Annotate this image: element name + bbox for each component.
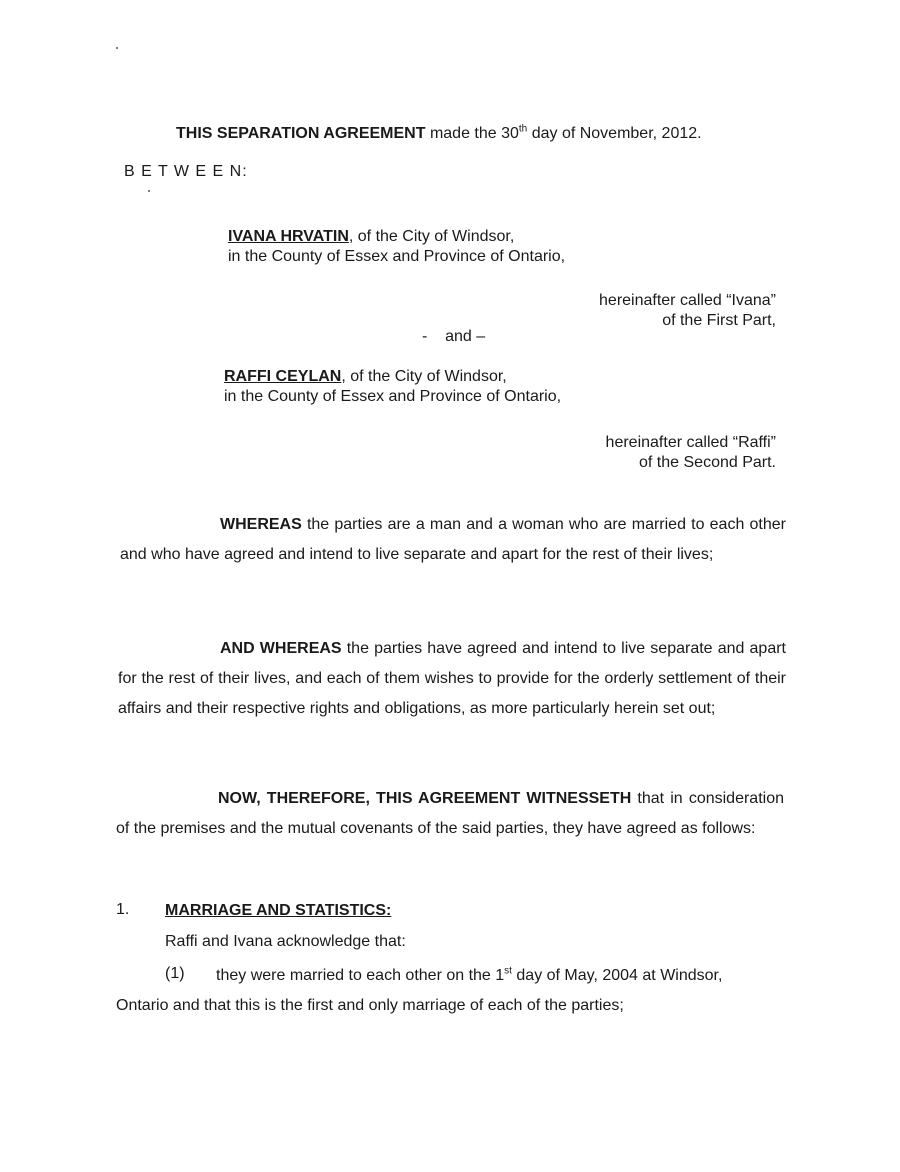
party2-called: hereinafter called “Raffi” xyxy=(605,434,776,451)
title-post-day: day of November, 2012. xyxy=(527,125,702,142)
agreement-title xyxy=(176,124,702,144)
title-day-suffix: th xyxy=(518,123,528,135)
section1-item-line1 xyxy=(216,966,722,986)
section1-intro: Raffi and Ivana acknowledge that: xyxy=(165,933,406,950)
section1-number: 1. xyxy=(116,901,130,918)
and-whereas-paragraph xyxy=(118,634,786,724)
item-text-pre: they were married to each other on the 1 xyxy=(216,967,505,984)
witnesseth-paragraph xyxy=(116,784,784,844)
title-bold: THIS SEPARATION AGREEMENT xyxy=(176,125,426,142)
item-text-post: day of May, 2004 at Windsor, xyxy=(511,967,723,984)
party1-line2: in the County of Essex and Province of Ontario, xyxy=(228,248,566,265)
section1-item-label: (1) xyxy=(165,965,185,982)
party1-line1 xyxy=(228,227,514,247)
whereas-lead: WHEREAS xyxy=(220,516,302,533)
witnesseth-lead: NOW, THEREFORE, THIS AGREEMENT WITNESSETH xyxy=(218,790,632,807)
between-label: B E T W E E N: xyxy=(124,163,248,180)
and-separator: - and – xyxy=(422,328,486,345)
party1-called: hereinafter called “Ivana” xyxy=(599,292,776,309)
party1-city: , of the City of Windsor, xyxy=(348,228,515,245)
whereas-text: the parties are a man and a woman who are married to each other and who have agreed and intend to live separate and apart for the rest of their lives; xyxy=(120,516,786,563)
section1-item-line2: Ontario and that this is the first and only marriage of each of the parties; xyxy=(116,997,624,1014)
party1-part: of the First Part, xyxy=(662,312,776,329)
party1-name: IVANA HRVATIN xyxy=(228,228,349,245)
section1-heading: MARRIAGE AND STATISTICS: xyxy=(165,902,392,919)
and-whereas-lead: AND WHEREAS xyxy=(220,640,342,657)
party2-line2: in the County of Essex and Province of Ontario, xyxy=(224,388,562,405)
party2-name: RAFFI CEYLAN xyxy=(224,368,342,385)
item-day-suffix: st xyxy=(504,965,512,977)
title-pre-day: made the 30 xyxy=(425,125,519,142)
scan-speck xyxy=(148,190,150,192)
and-whereas-text: the parties have agreed and intend to live separate and apart for the rest of their lives, and each of them wishes to provide for the orderly settlement of their affairs and their respective rights and obligations, as more particularly herein set out; xyxy=(118,640,787,717)
party2-part: of the Second Part. xyxy=(639,454,776,471)
party2-line1 xyxy=(224,367,507,387)
witnesseth-text: that in consideration of the premises and the mutual covenants of the said parties, they have agreed as follows: xyxy=(116,790,784,837)
party2-city: , of the City of Windsor, xyxy=(341,368,507,385)
scan-speck xyxy=(116,47,118,49)
whereas-paragraph xyxy=(120,510,786,570)
